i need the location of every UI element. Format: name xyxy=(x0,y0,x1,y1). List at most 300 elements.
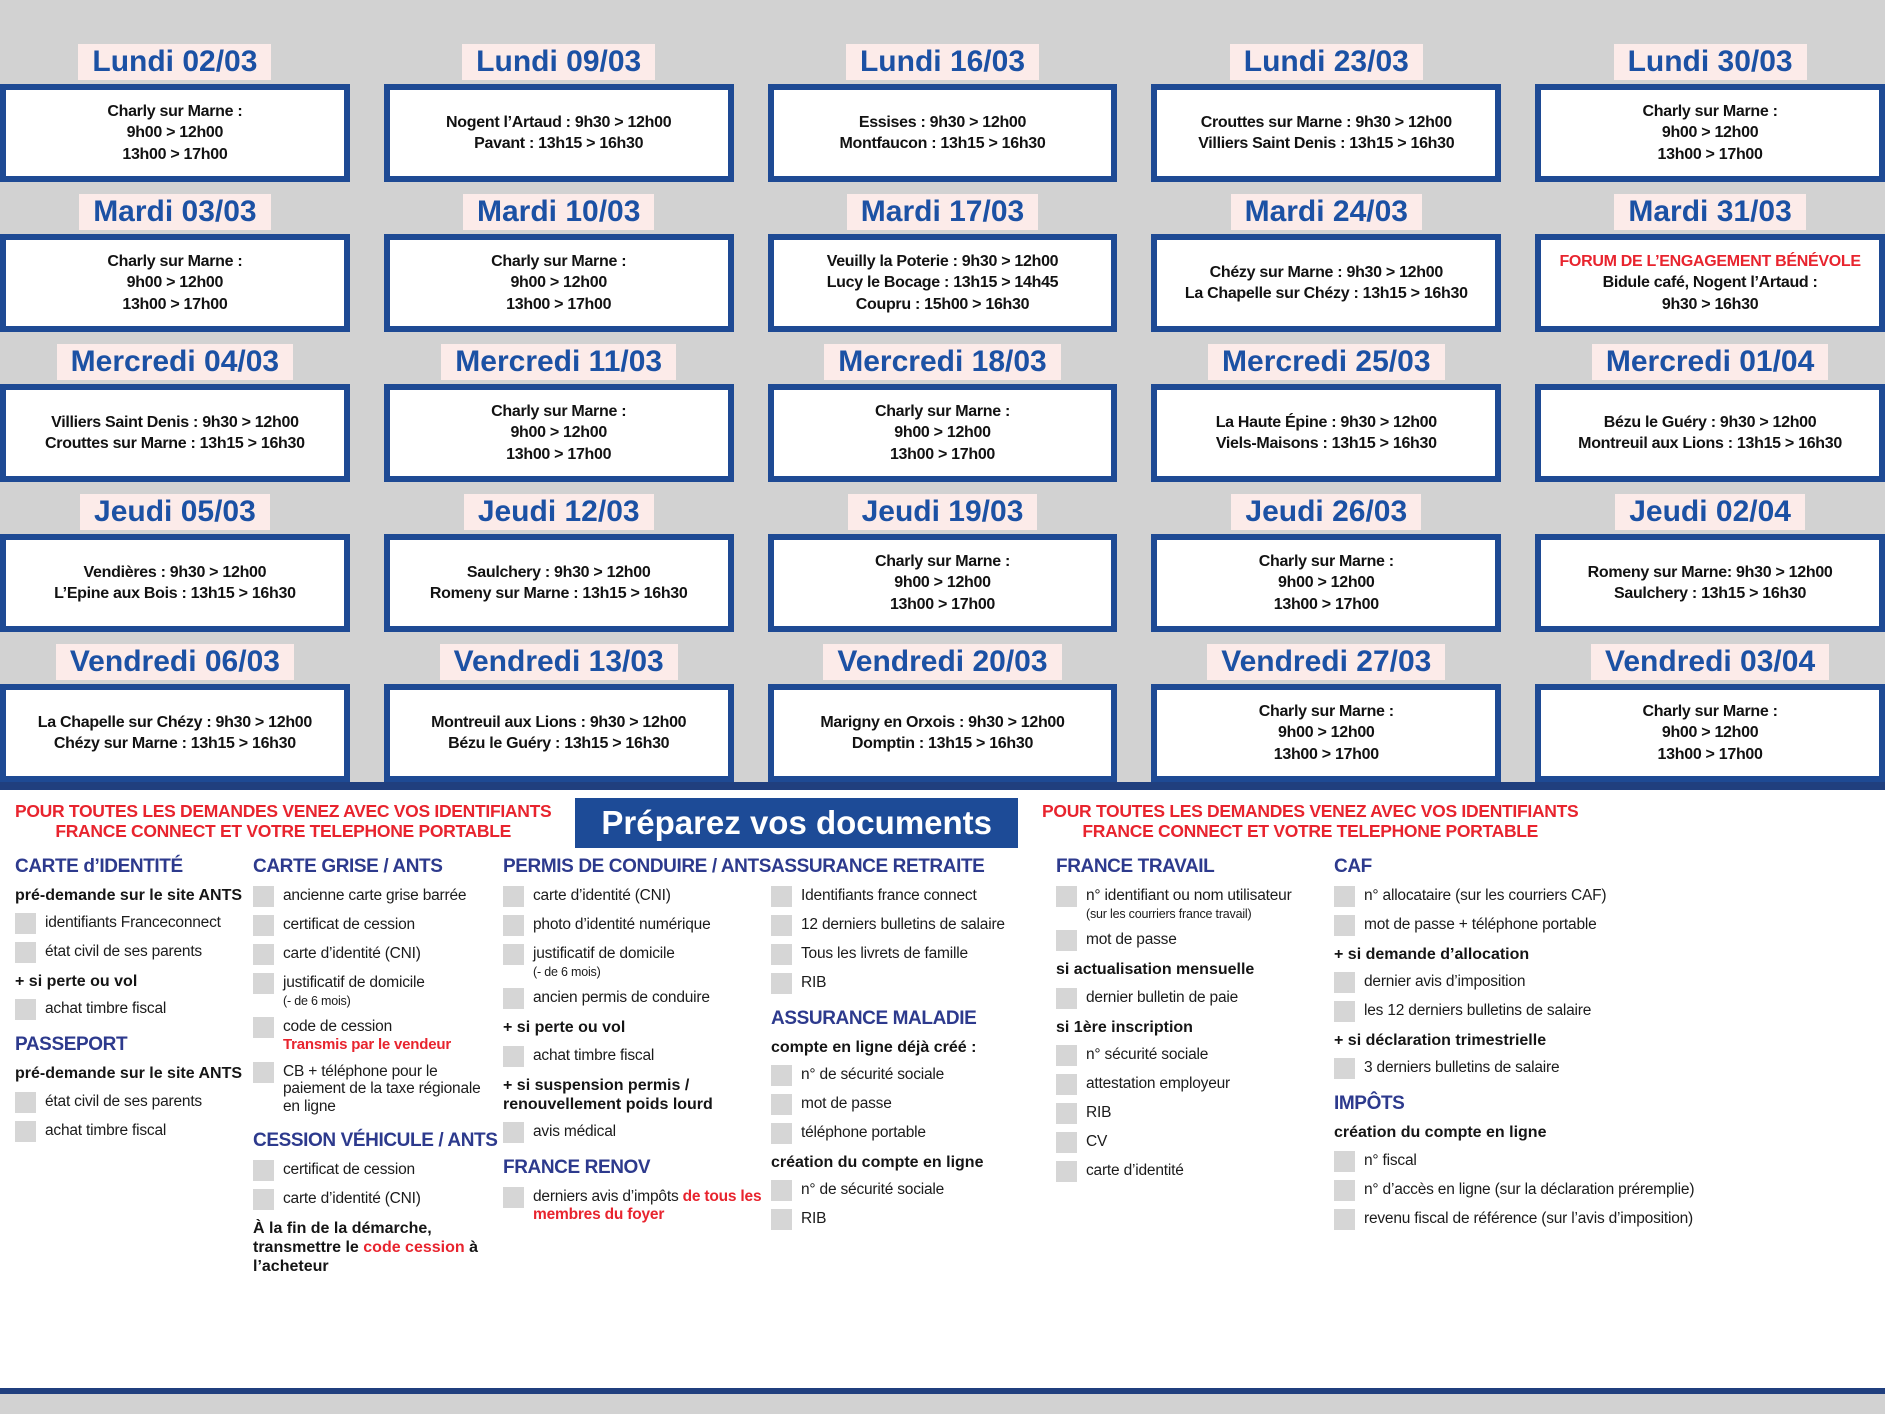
item-label xyxy=(801,1066,944,1084)
text-segment: mot de passe + téléphone portable xyxy=(1364,916,1597,933)
item-label xyxy=(533,887,671,905)
calendar-cell xyxy=(1535,344,1885,482)
checkbox xyxy=(253,915,274,936)
calendar-cell xyxy=(768,494,1118,632)
checkbox xyxy=(15,1092,36,1113)
calendar-cell xyxy=(0,644,350,782)
checklist-item xyxy=(503,989,763,1009)
schedule-line: Charly sur Marne : xyxy=(491,403,627,421)
checkbox xyxy=(503,988,524,1009)
calendar-cell xyxy=(1151,494,1501,632)
schedule-line: Bézu le Guéry : 13h15 > 16h30 xyxy=(448,735,670,752)
text-segment: pré-demande sur le site ANTS xyxy=(15,887,243,904)
item-label xyxy=(1086,989,1238,1007)
schedule-line: La Chapelle sur Chézy : 13h15 > 16h30 xyxy=(1184,285,1468,302)
calendar-cell xyxy=(1151,344,1501,482)
text-segment: compte en ligne déjà créé : xyxy=(771,1039,977,1056)
item-label xyxy=(801,945,968,963)
note-line: POUR TOUTES LES DEMANDES VENEZ AVEC VOS IDENTIFIANTS xyxy=(15,801,552,821)
calendar-cell xyxy=(768,194,1118,332)
bold-note xyxy=(1334,945,1867,964)
schedule-line: 9h00 > 12h00 xyxy=(510,424,607,442)
text-segment: état civil de ses parents xyxy=(45,943,202,961)
schedule-line: 13h00 > 17h00 xyxy=(889,445,996,463)
day-box xyxy=(768,684,1118,782)
checkbox xyxy=(1056,1045,1077,1066)
checklist-item xyxy=(771,945,1048,965)
checkbox xyxy=(771,1065,792,1086)
item-note xyxy=(283,1037,451,1054)
separator-line xyxy=(0,782,1885,790)
day-header: Jeudi 12/03 xyxy=(464,494,654,530)
text-segment: achat timbre fiscal xyxy=(533,1046,655,1064)
text-segment: si 1ère inscription xyxy=(1056,1018,1193,1036)
day-header: Mercredi 25/03 xyxy=(1208,344,1444,380)
day-header: Jeudi 05/03 xyxy=(80,494,270,530)
calendar-cell xyxy=(1151,44,1501,182)
text-segment: achat timbre fiscal xyxy=(45,1121,167,1139)
checkbox xyxy=(1056,1074,1077,1095)
document-column xyxy=(1334,856,1875,1280)
calendar-cell xyxy=(768,644,1118,782)
day-box xyxy=(1535,384,1885,482)
day-header: Mercredi 01/04 xyxy=(1592,344,1828,380)
item-label xyxy=(1086,1075,1230,1093)
schedule-line: Crouttes sur Marne : 9h30 > 12h00 xyxy=(1200,113,1452,131)
day-box xyxy=(0,84,350,182)
text-segment: certificat de cession xyxy=(283,916,415,933)
section-heading: CARTE d’IDENTITÉ xyxy=(15,856,183,877)
schedule-line: 9h00 > 12h00 xyxy=(1661,724,1759,742)
item-label xyxy=(533,989,710,1007)
checkbox xyxy=(503,1122,524,1143)
item-label xyxy=(801,887,977,905)
document-column xyxy=(503,856,771,1280)
section-heading: CESSION VÉHICULE / ANTS xyxy=(253,1130,498,1152)
day-box xyxy=(1535,534,1885,632)
day-header: Lundi 16/03 xyxy=(846,44,1039,80)
text-segment: + si déclaration trimestrielle xyxy=(1334,1032,1547,1050)
section-heading: ASSURANCE RETRAITE xyxy=(771,856,985,877)
schedule-line: Charly sur Marne : xyxy=(1258,553,1394,571)
calendar-cell xyxy=(384,344,734,482)
checkbox xyxy=(1334,972,1355,993)
schedule-line: Charly sur Marne : xyxy=(107,253,243,271)
schedule-line: Pavant : 13h15 > 16h30 xyxy=(474,135,644,152)
day-header: Lundi 02/03 xyxy=(78,44,271,80)
schedule-line: 9h00 > 12h00 xyxy=(126,124,224,142)
checkbox xyxy=(503,1187,524,1208)
checkbox xyxy=(1334,1058,1355,1079)
checkbox xyxy=(1056,886,1077,907)
document-column xyxy=(1056,856,1334,1280)
checkbox xyxy=(15,913,36,934)
text-segment: revenu fiscal de référence (sur l’avis d’imposition) xyxy=(1364,1209,1694,1227)
item-label xyxy=(1086,1104,1111,1122)
item-label xyxy=(1364,887,1606,905)
calendar-cell xyxy=(768,344,1118,482)
text-segment: + si suspension permis / renouvellement poids lourd xyxy=(503,1076,713,1113)
day-box xyxy=(384,84,734,182)
schedule-line: 13h00 > 17h00 xyxy=(506,295,612,313)
calendar-cell xyxy=(384,494,734,632)
schedule-line: 13h00 > 17h00 xyxy=(889,595,996,613)
item-label xyxy=(801,1095,892,1113)
calendar-cell xyxy=(0,194,350,332)
day-header: Mardi 10/03 xyxy=(463,194,654,230)
item-note xyxy=(283,993,425,1010)
checklist-item xyxy=(771,1181,1048,1201)
calendar-cell xyxy=(1535,194,1885,332)
text-segment: dernier avis d’imposition xyxy=(1364,973,1526,991)
checklist-item xyxy=(1056,887,1326,922)
item-label xyxy=(801,974,826,992)
bottom-border-line xyxy=(0,1388,1885,1394)
checklist-item xyxy=(1056,1075,1326,1095)
checkbox xyxy=(503,886,524,907)
calendar-cell xyxy=(1535,644,1885,782)
item-label xyxy=(1086,1046,1208,1064)
day-box xyxy=(1151,84,1501,182)
item-note xyxy=(1086,906,1292,923)
bold-note xyxy=(503,1018,763,1037)
schedule-line: 13h00 > 17h00 xyxy=(1273,595,1379,613)
checklist-item xyxy=(1056,1104,1326,1124)
document-column xyxy=(15,856,253,1280)
day-box xyxy=(1151,234,1501,332)
day-header: Mardi 03/03 xyxy=(79,194,270,230)
item-label xyxy=(1086,1133,1107,1151)
day-header: Mardi 31/03 xyxy=(1614,194,1805,230)
day-box xyxy=(384,384,734,482)
calendar-cell xyxy=(0,494,350,632)
checklist-item xyxy=(771,1210,1048,1230)
checklist-item xyxy=(1334,887,1867,907)
schedule-line: Bidule café, Nogent l’Artaud : xyxy=(1602,274,1818,292)
item-label xyxy=(283,916,415,934)
section-heading: IMPÔTS xyxy=(1334,1093,1405,1115)
schedule-line: 13h00 > 17h00 xyxy=(1273,745,1379,763)
text-segment: RIB xyxy=(801,974,827,991)
item-note xyxy=(533,964,675,981)
checklist-item xyxy=(15,1093,245,1113)
calendar-cell xyxy=(0,344,350,482)
checklist-item xyxy=(503,945,763,980)
checklist-item xyxy=(253,887,495,907)
checklist-item xyxy=(503,916,763,936)
text-segment: Tous les livrets de famille xyxy=(801,945,968,962)
schedule-line: Montreuil aux Lions : 9h30 > 12h00 xyxy=(431,713,687,731)
checkbox xyxy=(1334,1001,1355,1022)
item-label xyxy=(45,1000,166,1018)
item-label xyxy=(533,945,675,980)
item-label xyxy=(283,1018,451,1053)
text-segment: achat timbre fiscal xyxy=(45,1000,167,1018)
day-box xyxy=(768,84,1118,182)
checkbox xyxy=(253,1189,274,1210)
schedule-line: 9h00 > 12h00 xyxy=(126,274,224,292)
calendar-cell xyxy=(1535,494,1885,632)
item-label xyxy=(283,974,425,1009)
item-label xyxy=(533,1047,654,1065)
checklist-item xyxy=(1056,1133,1326,1153)
checklist-item xyxy=(1334,1181,1867,1201)
text-segment: RIB xyxy=(1086,1103,1112,1121)
item-label xyxy=(533,916,711,934)
schedule-line: La Chapelle sur Chézy : 9h30 > 12h00 xyxy=(37,713,312,731)
item-label xyxy=(801,1210,826,1228)
text-segment: si actualisation mensuelle xyxy=(1056,961,1255,979)
checklist-item xyxy=(771,1124,1048,1144)
text-segment: carte d’identité (CNI) xyxy=(533,887,671,904)
section-heading: CARTE GRISE / ANTS xyxy=(253,856,443,877)
text-segment: création du compte en ligne xyxy=(771,1154,984,1172)
checkbox xyxy=(1334,1209,1355,1230)
schedule-line: Bézu le Guéry : 9h30 > 12h00 xyxy=(1603,413,1817,431)
text-segment: pré-demande sur le site ANTS xyxy=(15,1065,243,1083)
text-segment: carte d’identité (CNI) xyxy=(283,945,421,962)
item-label xyxy=(1364,973,1525,991)
day-header: Jeudi 26/03 xyxy=(1231,494,1421,530)
text-segment: CV xyxy=(1086,1132,1108,1150)
schedule-line: Chézy sur Marne : 13h15 > 16h30 xyxy=(53,735,296,752)
france-connect-note-left xyxy=(15,798,551,841)
bold-note xyxy=(15,886,245,905)
checklist-item xyxy=(1334,1210,1867,1230)
checklist-item xyxy=(503,1047,763,1067)
section-heading: ASSURANCE MALADIE xyxy=(771,1008,977,1029)
day-box xyxy=(768,534,1118,632)
checkbox xyxy=(253,944,274,965)
section-heading: FRANCE RENOV xyxy=(503,1156,651,1178)
item-label xyxy=(1364,1059,1559,1077)
checklist-item xyxy=(1334,916,1867,936)
checklist-item xyxy=(503,1188,763,1224)
item-label xyxy=(1364,1181,1694,1199)
text-segment: n° allocataire (sur les courriers CAF) xyxy=(1364,887,1607,904)
checkbox xyxy=(771,1123,792,1144)
checkbox xyxy=(15,1121,36,1142)
calendar-cell xyxy=(1151,194,1501,332)
checkbox xyxy=(253,1160,274,1181)
text-segment: + si perte ou vol xyxy=(503,1019,626,1037)
bold-note xyxy=(771,1038,1048,1057)
documents-header-row xyxy=(15,798,1875,848)
item-label xyxy=(1086,887,1292,922)
bold-note xyxy=(503,1076,763,1114)
checklist-item xyxy=(253,1063,495,1116)
item-label xyxy=(283,1190,421,1208)
item-label xyxy=(533,1188,763,1224)
schedule-line: 13h00 > 17h00 xyxy=(122,145,228,163)
schedule-line: Domptin : 13h15 > 16h30 xyxy=(851,735,1034,752)
prepare-documents-banner: Préparez vos documents xyxy=(575,798,1018,848)
text-segment: certificat de cession xyxy=(283,1161,415,1179)
schedule-line: FORUM DE L’ENGAGEMENT BÉNÉVOLE xyxy=(1559,253,1861,271)
checklist-item xyxy=(15,914,245,934)
france-connect-note-right xyxy=(1042,798,1578,841)
schedule-line: 9h00 > 12h00 xyxy=(1278,574,1375,592)
schedule-line: Veuilly la Poterie : 9h30 > 12h00 xyxy=(826,253,1059,271)
text-segment: n° fiscal xyxy=(1364,1151,1417,1169)
day-header: Vendredi 13/03 xyxy=(440,644,678,680)
text-segment: de tous les membres du foyer xyxy=(533,1187,762,1223)
schedule-line: Montreuil aux Lions : 13h15 > 16h30 xyxy=(1578,435,1842,452)
text-segment: code de cession xyxy=(283,1018,393,1036)
checkbox xyxy=(1334,915,1355,936)
text-segment: code cession xyxy=(363,1239,465,1257)
calendar-cell xyxy=(1535,44,1885,182)
item-label xyxy=(45,1093,202,1111)
checklist-item xyxy=(771,1095,1048,1115)
schedule-line: Crouttes sur Marne : 13h15 > 16h30 xyxy=(45,435,305,452)
checklist-item xyxy=(15,943,245,963)
documents-section xyxy=(0,790,1885,1388)
checkbox xyxy=(253,1062,274,1083)
schedule-line: 9h00 > 12h00 xyxy=(894,424,991,442)
checklist-item xyxy=(771,916,1048,936)
checkbox xyxy=(1056,1132,1077,1153)
text-segment: n° d’accès en ligne (sur la déclaration préremplie) xyxy=(1364,1180,1695,1198)
note-line: FRANCE CONNECT ET VOTRE TELEPHONE PORTABLE xyxy=(1082,821,1539,842)
checkbox xyxy=(771,973,792,994)
checklist-item xyxy=(771,1066,1048,1086)
schedule-line: Montfaucon : 13h15 > 16h30 xyxy=(839,135,1046,152)
schedule-line: Charly sur Marne : xyxy=(874,553,1011,571)
day-header: Vendredi 06/03 xyxy=(56,644,294,680)
text-segment: ancien permis de conduire xyxy=(533,989,710,1007)
day-header: Lundi 30/03 xyxy=(1614,44,1807,80)
section-heading: CAF xyxy=(1334,856,1372,877)
schedule-line: 13h00 > 17h00 xyxy=(1657,145,1763,163)
schedule-line: Charly sur Marne : xyxy=(491,253,627,271)
checkbox xyxy=(1056,1161,1077,1182)
calendar-cell xyxy=(0,44,350,182)
text-segment: CB + téléphone pour le paiement de la taxe régionale en ligne xyxy=(283,1062,481,1116)
item-label xyxy=(1364,1210,1693,1228)
day-header: Mercredi 04/03 xyxy=(57,344,293,380)
text-segment: + si demande d’allocation xyxy=(1334,946,1530,963)
schedule-line: Essises : 9h30 > 12h00 xyxy=(858,113,1027,131)
text-segment: attestation employeur xyxy=(1086,1074,1230,1092)
text-segment: justificatif de domicile xyxy=(533,945,675,962)
bold-note xyxy=(253,1219,495,1277)
checklist-item xyxy=(253,1190,495,1210)
note-line: POUR TOUTES LES DEMANDES VENEZ AVEC VOS IDENTIFIANTS xyxy=(1042,801,1579,821)
schedule-line: Saulchery : 9h30 > 12h00 xyxy=(466,563,651,581)
checkbox xyxy=(15,942,36,963)
text-segment: + si perte ou vol xyxy=(15,973,138,991)
schedule-line: 9h00 > 12h00 xyxy=(1278,724,1375,742)
checklist-item xyxy=(1334,1152,1867,1172)
checkbox xyxy=(1334,1151,1355,1172)
text-segment: À la fin de la démarche, transmettre le xyxy=(253,1220,432,1257)
checklist-item xyxy=(1334,1002,1867,1022)
text-segment: dernier bulletin de paie xyxy=(1086,988,1239,1006)
item-label xyxy=(1086,931,1177,949)
checkbox xyxy=(771,886,792,907)
documents-columns xyxy=(15,856,1875,1280)
checklist-item xyxy=(15,1000,245,1020)
text-segment: carte d’identité xyxy=(1086,1161,1184,1179)
schedule-line: 13h00 > 17h00 xyxy=(1657,745,1763,763)
text-segment: Identifiants france connect xyxy=(801,887,977,904)
item-label xyxy=(283,1161,415,1179)
text-segment: état civil de ses parents xyxy=(45,1092,202,1110)
schedule-line: Villiers Saint Denis : 13h15 > 16h30 xyxy=(1198,135,1455,152)
schedule-line: Viels-Maisons : 13h15 > 16h30 xyxy=(1215,435,1437,452)
checklist-item xyxy=(1056,1162,1326,1182)
text-segment: ancienne carte grise barrée xyxy=(283,887,467,904)
schedule-line: Marigny en Orxois : 9h30 > 12h00 xyxy=(820,713,1065,731)
bold-note xyxy=(1056,1018,1326,1037)
day-header: Mercredi 11/03 xyxy=(441,344,676,380)
checklist-item xyxy=(771,887,1048,907)
schedule-line: Lucy le Bocage : 13h15 > 14h45 xyxy=(826,274,1059,292)
item-label xyxy=(1364,1002,1591,1020)
day-header: Vendredi 03/04 xyxy=(1591,644,1829,680)
checkbox xyxy=(771,944,792,965)
day-box xyxy=(1151,534,1501,632)
day-box xyxy=(384,234,734,332)
checkbox xyxy=(771,1209,792,1230)
schedule-line: Charly sur Marne : xyxy=(1642,103,1778,121)
checklist-item xyxy=(1334,1059,1867,1079)
day-box xyxy=(1151,684,1501,782)
schedule-line: Nogent l’Artaud : 9h30 > 12h00 xyxy=(446,113,672,131)
bold-note xyxy=(771,1153,1048,1172)
text-segment: n° identifiant ou nom utilisateur xyxy=(1086,887,1292,904)
text-segment: carte d’identité (CNI) xyxy=(283,1190,421,1208)
checkbox xyxy=(1334,886,1355,907)
item-label xyxy=(801,916,1005,934)
item-label xyxy=(533,1123,616,1141)
item-label xyxy=(283,1063,495,1116)
text-segment: téléphone portable xyxy=(801,1124,926,1142)
item-label xyxy=(283,945,421,963)
text-segment: à l’acheteur xyxy=(253,1239,478,1276)
calendar-cell xyxy=(384,44,734,182)
checklist-item xyxy=(253,1161,495,1181)
day-box xyxy=(1535,684,1885,782)
calendar-cell xyxy=(768,44,1118,182)
item-label xyxy=(1364,1152,1417,1170)
item-label xyxy=(45,914,221,932)
day-header: Jeudi 02/04 xyxy=(1615,494,1805,530)
day-box xyxy=(768,234,1118,332)
day-header: Lundi 09/03 xyxy=(462,44,655,80)
text-segment: les 12 derniers bulletins de salaire xyxy=(1364,1002,1592,1020)
text-segment: (- de 6 mois) xyxy=(533,964,601,979)
day-box xyxy=(0,534,350,632)
schedule-line: Charly sur Marne : xyxy=(1642,703,1778,721)
text-segment: mot de passe xyxy=(801,1095,892,1113)
bold-note xyxy=(1334,1123,1867,1142)
checklist-item xyxy=(253,974,495,1009)
schedule-line: Romeny sur Marne : 13h15 > 16h30 xyxy=(429,585,688,602)
day-box xyxy=(1535,234,1885,332)
schedule-line: 9h00 > 12h00 xyxy=(510,274,607,292)
text-segment: avis médical xyxy=(533,1122,616,1140)
checkbox xyxy=(253,886,274,907)
item-label xyxy=(801,1181,944,1199)
checkbox xyxy=(253,1017,274,1038)
checkbox xyxy=(1056,1103,1077,1124)
text-segment: (sur les courriers france travail) xyxy=(1086,906,1252,921)
checklist-item xyxy=(1056,989,1326,1009)
day-header: Mercredi 18/03 xyxy=(824,344,1060,380)
day-header: Lundi 23/03 xyxy=(1230,44,1423,80)
